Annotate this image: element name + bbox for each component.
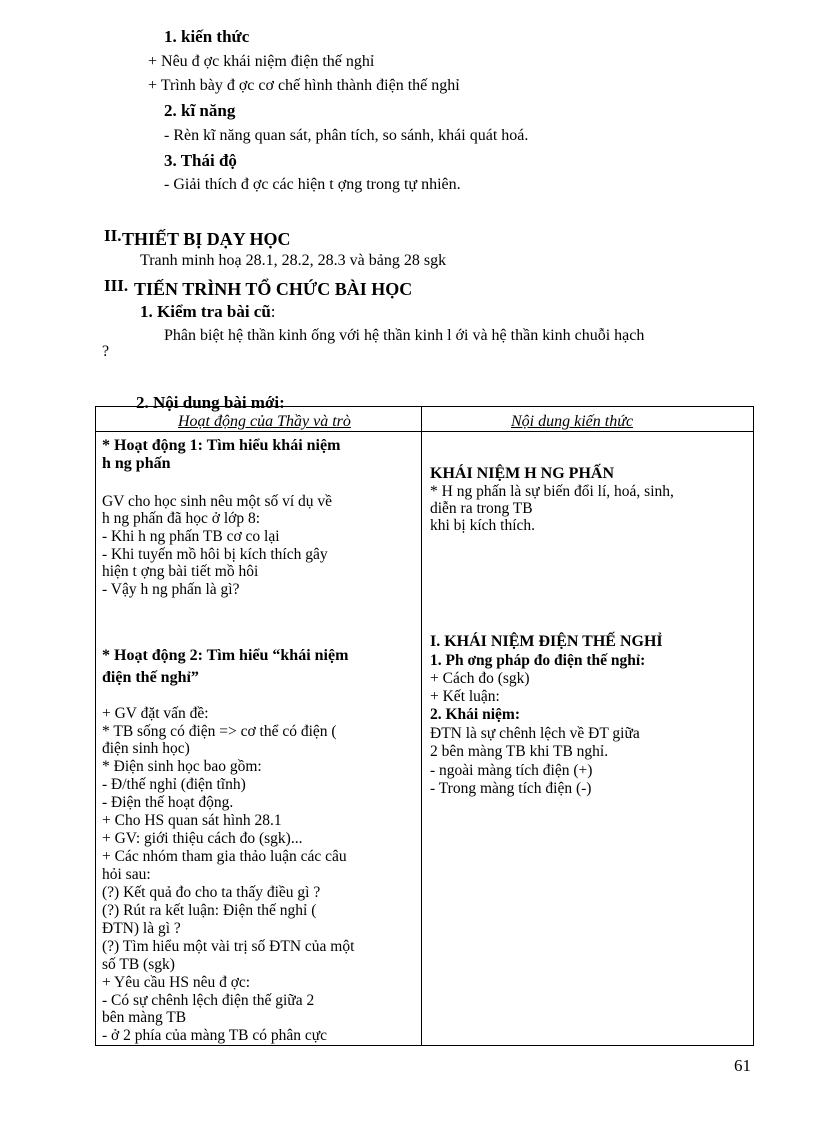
activity-2-line-15: số TB (sgk) — [102, 956, 175, 973]
content-line-10: - ngoài màng tích điện (+) — [430, 762, 593, 779]
activity-2-line-5: - Đ/thế nghỉ (điện tĩnh) — [102, 776, 246, 793]
activity-2-line-9: + Các nhóm tham gia thảo luận các câu — [102, 848, 347, 865]
activity-2-line-6: - Điện thế hoạt động. — [102, 794, 234, 811]
content-title-resting: KHÁI NIỆM ĐIỆN THẾ NGHỈ — [440, 633, 663, 650]
activity-2-line-18: bên màng TB — [102, 1009, 187, 1026]
activity-2-line-4: * Điện sinh học bao gồm: — [102, 758, 262, 775]
table-header-divider — [96, 431, 753, 432]
activity-2-line-8: + GV: giới thiệu cách đo (sgk)... — [102, 830, 303, 847]
activity-2-title-line-1: * Hoạt động 2: Tìm hiểu “khái niệm — [102, 647, 349, 664]
table-column-divider — [421, 407, 422, 1045]
content-line-4: 1. Ph ơng pháp đo điện thế nghỉ: — [430, 652, 646, 669]
check-question-line-2: ? — [102, 343, 110, 360]
activity-2-line-2: * TB sống có điện => cơ thể có điện ( — [102, 723, 337, 740]
attitude-heading: 3. Thái độ — [164, 151, 237, 170]
section-2-title: THIẾT BỊ DẠY HỌC — [122, 229, 291, 249]
attitude-item: - Giải thích đ ợc các hiện t ợng trong tự nhiên. — [164, 176, 461, 193]
activity-1-line-6: - Vậy h ng phấn là gì? — [102, 581, 240, 598]
section-3-title: TIẾN TRÌNH TỔ CHỨC BÀI HỌC — [134, 279, 413, 299]
section-3-numeral: III. — [104, 276, 129, 295]
content-line-1: * H ng phấn là sự biến đổi lí, hoá, sinh, — [430, 483, 674, 500]
activity-1-line-2: h ng phấn đã học ở lớp 8: — [102, 510, 261, 527]
activity-2-line-16: + Yêu cầu HS nêu đ ợc: — [102, 974, 251, 991]
check-heading: 1. Kiểm tra bài cũ — [140, 302, 271, 321]
content-line-9: 2 bên màng TB khi TB nghỉ. — [430, 743, 609, 760]
activity-2-line-3: điện sinh học) — [102, 740, 190, 757]
activity-1-line-5: hiện t ợng bài tiết mồ hôi — [102, 563, 259, 580]
content-line-6: + Kết luận: — [430, 688, 500, 705]
activity-1-line-1: GV cho học sinh nêu một số ví dụ về — [102, 493, 333, 510]
activity-2-line-17: - Có sự chênh lệch điện thế giữa 2 — [102, 992, 315, 1009]
section-2-numeral: II. — [104, 226, 122, 245]
knowledge-item-1: + Nêu đ ợc khái niệm điện thế nghỉ — [148, 53, 375, 70]
activity-2-line-11: (?) Kết quả đo cho ta thấy điều gì ? — [102, 884, 321, 901]
content-line-2: diễn ra trong TB — [430, 500, 533, 517]
check-heading-wrap — [140, 302, 276, 322]
activity-2-line-14: (?) Tìm hiểu một vài trị số ĐTN của một — [102, 938, 355, 955]
knowledge-heading: 1. kiến thức — [164, 27, 250, 46]
lesson-table — [95, 406, 754, 1046]
skills-item: - Rèn kĩ năng quan sát, phân tích, so sánh, khái quát hoá. — [164, 127, 529, 144]
content-title-resting-numeral: I. — [430, 633, 441, 650]
activity-1-line-3: - Khi h ng phấn TB cơ co lại — [102, 528, 280, 545]
col-header-content: Nội dung kiến thức — [511, 413, 634, 430]
activity-2-line-19: - ở 2 phía của màng TB có phân cực — [102, 1027, 328, 1044]
content-line-7: 2. Khái niệm: — [430, 706, 520, 723]
activity-1-line-4: - Khi tuyến mồ hôi bị kích thích gây — [102, 546, 328, 563]
activity-1-title-line-1: * Hoạt động 1: Tìm hiểu khái niệm — [102, 437, 341, 454]
new-lesson-heading: 2. Nội dung bài mới: — [136, 393, 285, 412]
check-colon: : — [270, 302, 276, 321]
skills-heading: 2. kĩ năng — [164, 101, 236, 120]
activity-2-title-line-2: điện thế nghỉ” — [102, 669, 199, 686]
content-line-11: - Trong màng tích điện (-) — [430, 780, 592, 797]
activity-2-line-10: hỏi sau: — [102, 866, 151, 883]
activity-1-title-line-2: h ng phấn — [102, 455, 171, 472]
activity-2-line-12: (?) Rút ra kết luận: Điện thế nghỉ ( — [102, 902, 317, 919]
content-title-resting-wrap — [430, 633, 663, 650]
content-line-3: khi bị kích thích. — [430, 517, 536, 534]
col-header-activities: Hoạt động của Thầy và trò — [178, 413, 351, 430]
check-question-line-1: Phân biệt hệ thần kinh ống với hệ thần kinh l ới và hệ thần kinh chuỗi hạch — [164, 327, 645, 344]
activity-2-line-13: ĐTN) là gì ? — [102, 920, 181, 937]
activity-2-line-7: + Cho HS quan sát hình 28.1 — [102, 812, 282, 829]
content-line-8: ĐTN là sự chênh lệch về ĐT giữa — [430, 725, 640, 742]
page-number: 61 — [734, 1056, 751, 1075]
content-title-excitation: KHÁI NIỆM H NG PHẤN — [430, 465, 614, 482]
content-line-5: + Cách đo (sgk) — [430, 670, 530, 687]
activity-2-line-1: + GV đặt vấn đề: — [102, 705, 209, 722]
section-2-text: Tranh minh hoạ 28.1, 28.2, 28.3 và bảng 28 sgk — [140, 252, 447, 269]
knowledge-item-2: + Trình bày đ ợc cơ chế hình thành điện thế nghỉ — [148, 77, 460, 94]
